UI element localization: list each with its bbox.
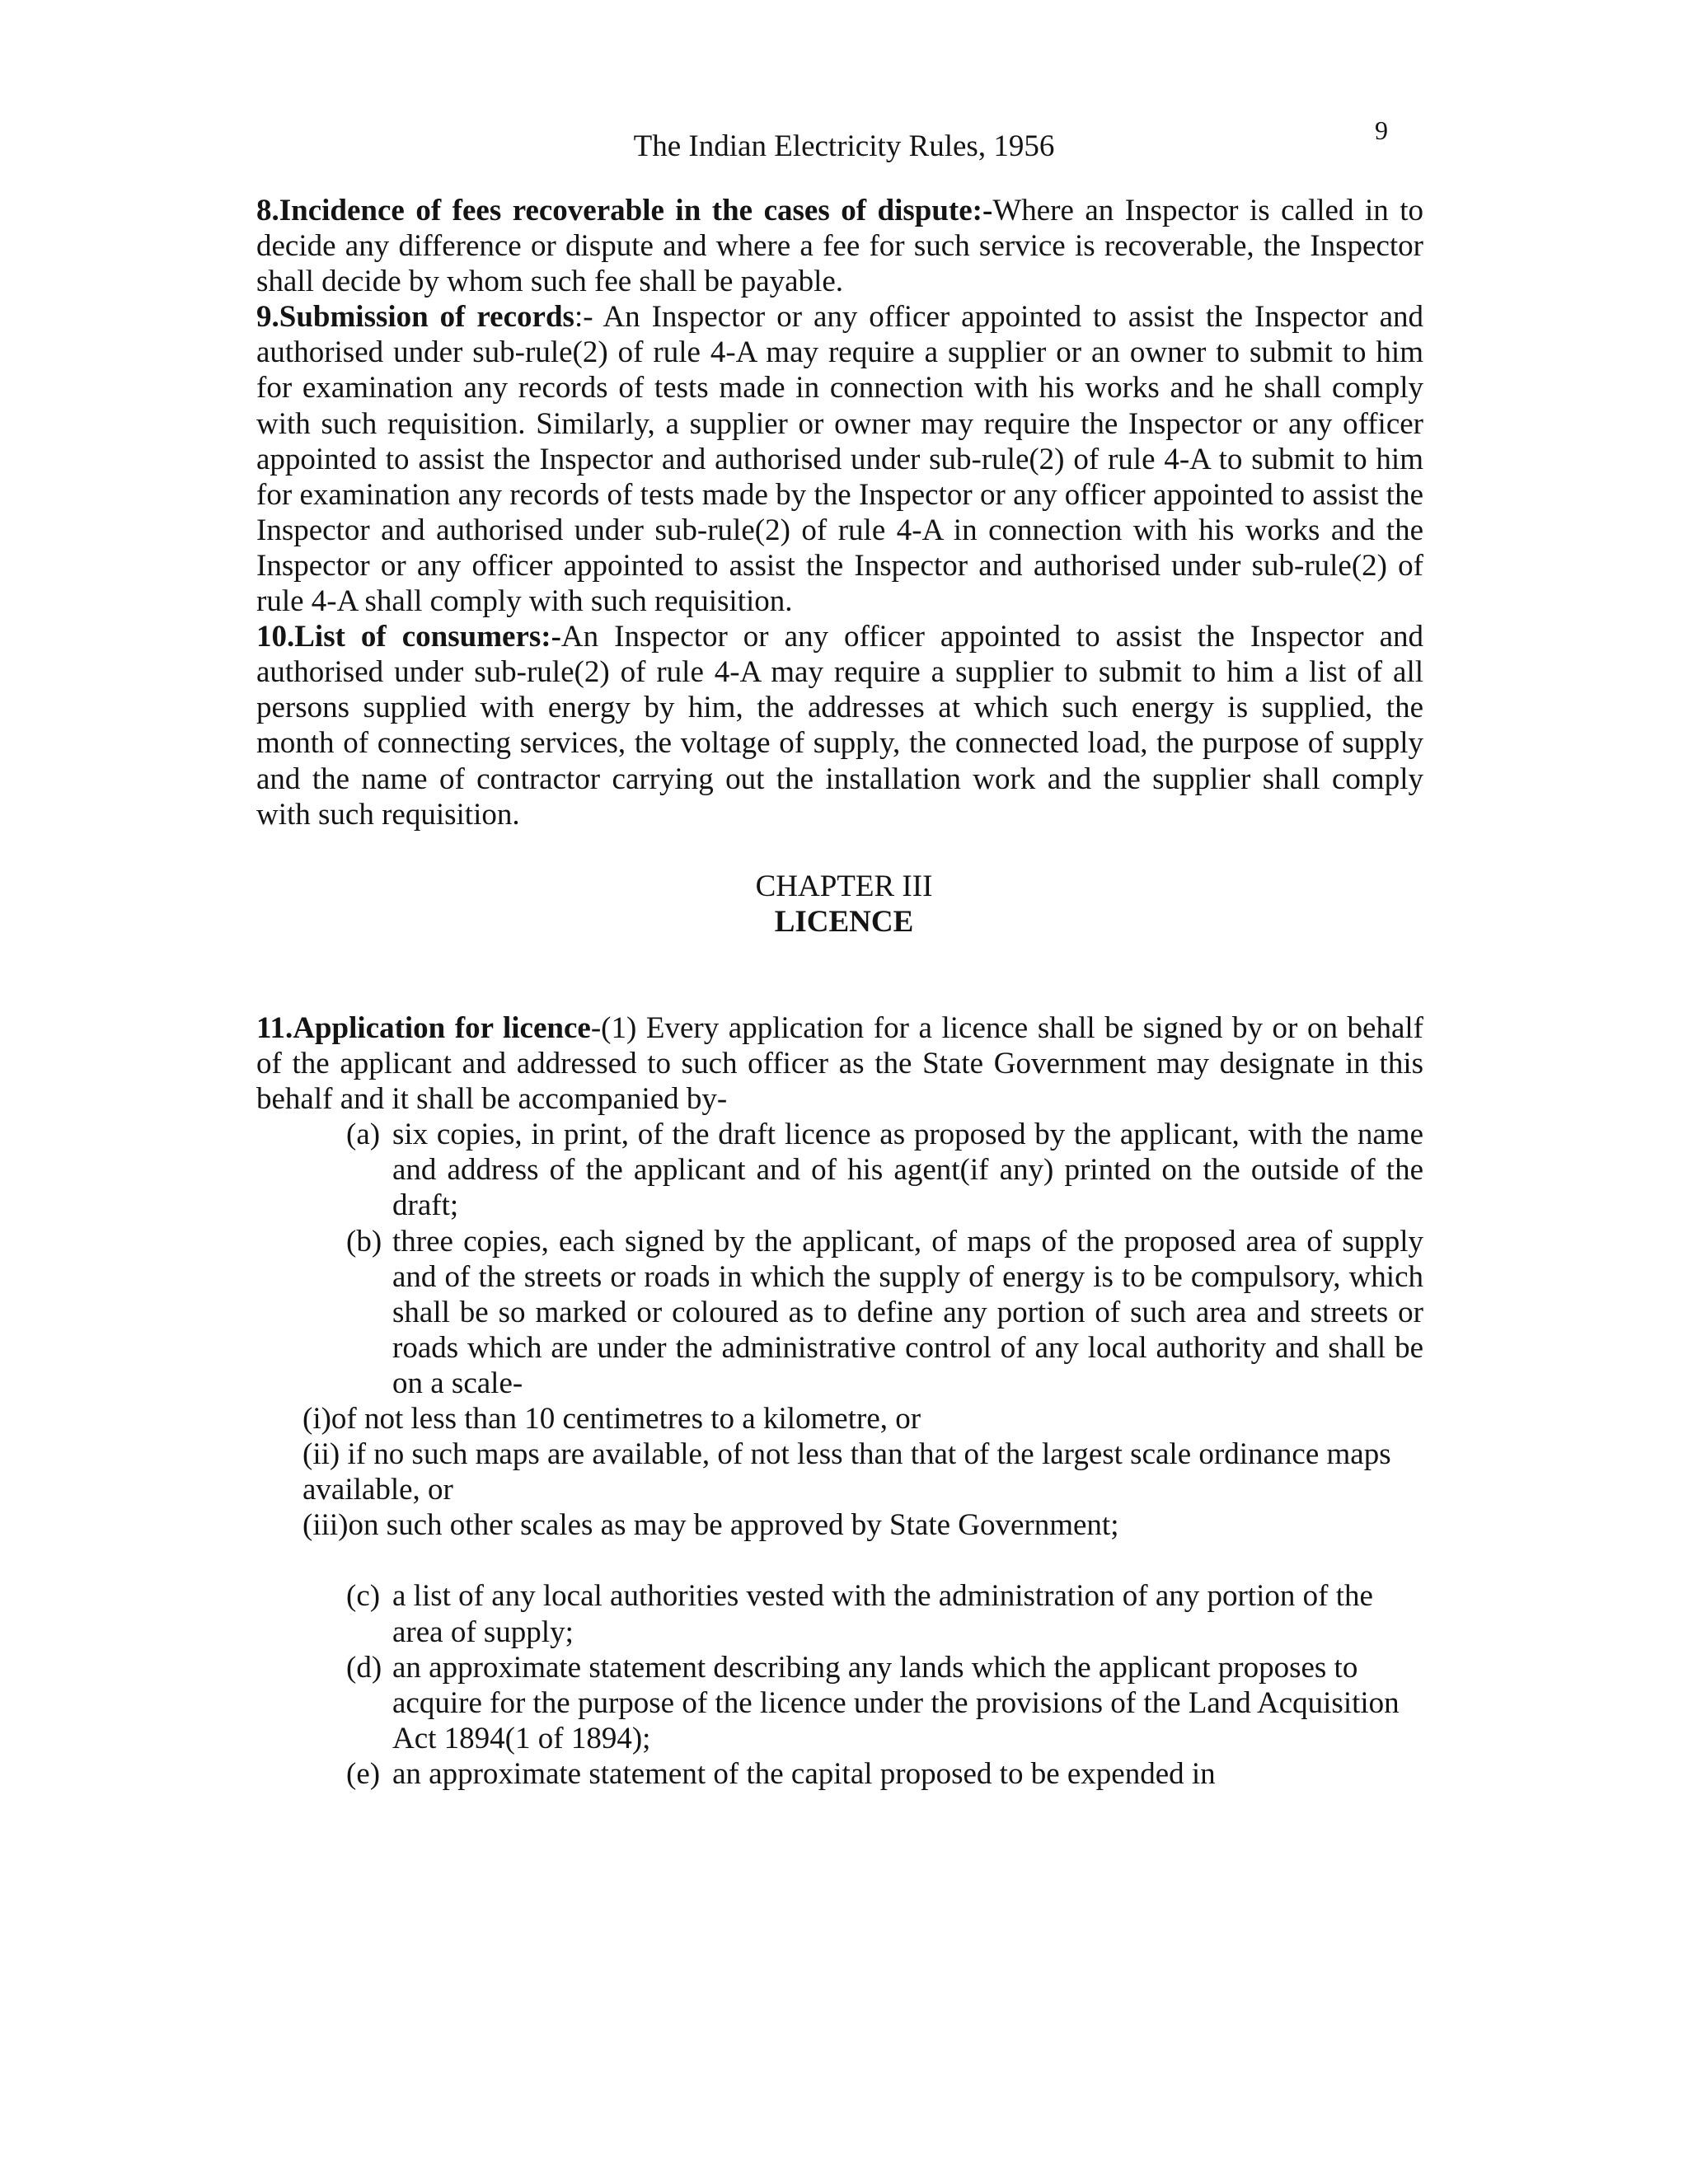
list-item-text: an approximate statement describing any lands which the applicant proposes to acquire for the purpose of the licence under the provisions of the Land Acquisition Act 1894(1 of 1894); [392, 1650, 1400, 1755]
scale-option-ii: (ii) if no such maps are available, of not less than that of the largest scale ordinance maps available, or [302, 1437, 1391, 1507]
chapter-number: CHAPTER III [755, 869, 933, 903]
list-item-text: a list of any local authorities vested with the administration of any portion of the area of supply; [392, 1579, 1373, 1649]
rule-10-heading: 10.List of consumers:- [256, 620, 561, 654]
rule-11-section [256, 1010, 1423, 1792]
list-item-d [346, 1650, 1423, 1756]
rule-10-text: An Inspector or any officer appointed to assist the Inspector and authorised under sub-rule(2) of rule 4-A may require a supplier to submit to him a list of all persons supplied with energy by him, the addresses at which such energy is supplied, the month of connecting services, the voltage of supply, the connected load, the purpose of supply and the name of contractor carrying out the installation work and the supplier shall comply with such requisition. [256, 620, 1424, 832]
rule-11-text: -(1) Every application for a licence shall be signed by or on behalf of the applicant and addressed to such officer as the State Government may designate in this behalf and it shall be accompanied by- [256, 1011, 1423, 1117]
list-item-label: (b) [346, 1224, 382, 1258]
list-item-label: (e) [346, 1756, 381, 1791]
list-item-e [346, 1756, 1423, 1792]
list-item-b [346, 1224, 1423, 1401]
list-item-text: three copies, each signed by the applicant, of maps of the proposed area of supply and of the streets or roads in which the supply of energy is to be compulsory, which shall be so marked or coloured as to define any portion of such area and streets or roads which are under the administrative control of any local authority and shall be on a scale- [392, 1224, 1423, 1400]
rule-9-paragraph [256, 299, 1423, 619]
spacer [256, 1543, 1423, 1578]
list-item-a [346, 1117, 1423, 1223]
running-title: The Indian Electricity Rules, 1956 [633, 129, 1055, 163]
rule-9-text: :- An Inspector or any officer appointed to assist the Inspector and authorised under sub-rule(2) of rule 4-A may require a supplier or an owner to submit to him for examination any records of tests made in connection with his works and he shall comply with such requisition. Similarly, a supplier or owner may require the Inspector or any officer appointed to assist the Inspector and authorised under sub-rule(2) of rule 4-A to submit to him for examination any records of tests made by the Inspector or any officer appointed to assist the Inspector and authorised under sub-rule(2) of rule 4-A in connection with his works and the Inspector or any officer appointed to assist the Inspector and authorised under sub-rule(2) of rule 4-A shall comply with such requisition. [256, 300, 1423, 619]
rules-8-to-10 [256, 193, 1423, 832]
rule-8-heading: 8.Incidence of fees recoverable in the cases of dispute:- [256, 194, 993, 227]
list-item-c [346, 1578, 1423, 1649]
rule-8-paragraph [256, 193, 1423, 299]
rule-11-paragraph [256, 1010, 1423, 1117]
rule-9-heading: 9.Submission of records [256, 300, 574, 335]
rule-8-text: Where an Inspector is called in to decide any difference or dispute and where a fee for such service is recoverable, the Inspector shall decide by whom such fee shall be payable. [256, 194, 1423, 299]
list-item-label: (a) [346, 1118, 381, 1152]
chapter-title: LICENCE [774, 905, 914, 939]
rule-11-heading: 11.Application for licence [256, 1011, 591, 1045]
list-item-text: six copies, in print, of the draft licence as proposed by the applicant, with the name and address of the applicant and of his agent(if any) printed on the outside of the draft; [392, 1118, 1423, 1223]
list-item-label: (d) [346, 1650, 382, 1685]
rule-10-paragraph [256, 619, 1423, 832]
scale-option-iii: (iii)on such other scales as may be approved by State Government; [302, 1508, 1119, 1543]
list-item-text: an approximate statement of the capital proposed to be expended in [392, 1756, 1216, 1791]
page-number: 9 [1375, 115, 1388, 145]
scale-option-i: (i)of not less than 10 centimetres to a kilometre, or [302, 1402, 921, 1436]
list-item-label: (c) [346, 1579, 381, 1614]
